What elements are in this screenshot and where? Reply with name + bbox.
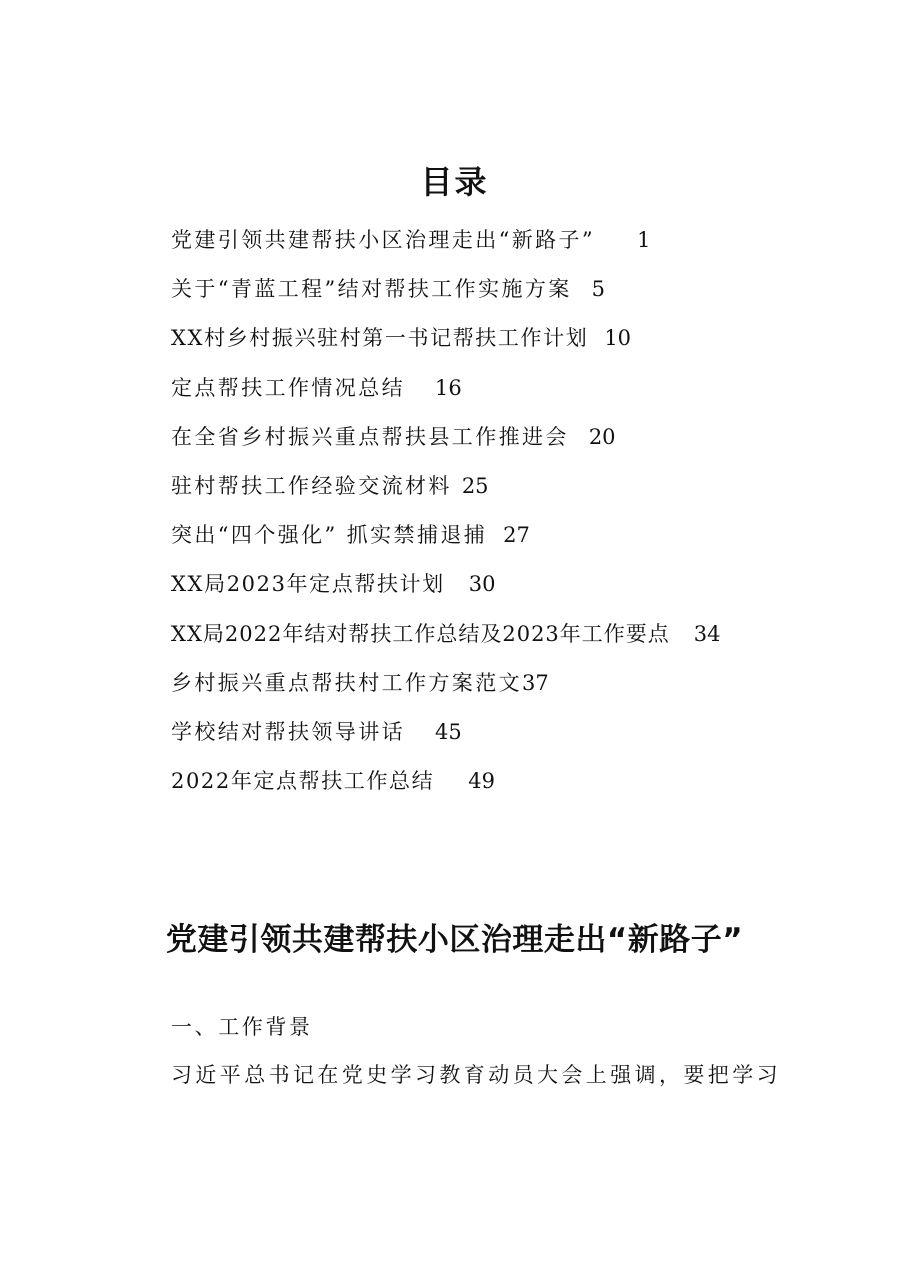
toc-item[interactable]: [171, 272, 811, 321]
toc-item-page: 34: [693, 621, 721, 646]
article-title: 党建引领共建帮扶小区治理走出“新路子”: [165, 922, 744, 958]
toc-item-label: 驻村帮扶工作经验交流材料: [171, 473, 452, 498]
toc-item-page: 30: [468, 572, 496, 597]
toc-item[interactable]: [171, 666, 811, 715]
toc-item-label: 在全省乡村振兴重点帮扶县工作推进会: [171, 424, 569, 449]
toc-item-label: 定点帮扶工作情况总结: [171, 375, 405, 400]
toc-item-page: 5: [591, 277, 606, 302]
toc-item-label: 学校结对帮扶领导讲话: [171, 719, 405, 744]
toc-list: [171, 223, 811, 813]
toc-item[interactable]: [171, 764, 811, 813]
toc-item-page: 27: [503, 523, 530, 548]
toc-item[interactable]: [171, 223, 811, 272]
toc-item[interactable]: [171, 715, 811, 764]
toc-item-label: 突出“四个强化” 抓实禁捕退捕: [171, 523, 488, 548]
toc-item[interactable]: [171, 518, 811, 567]
toc-item-label: 乡村振兴重点帮扶村工作方案范文: [171, 670, 522, 695]
toc-item[interactable]: [171, 617, 811, 666]
toc-item[interactable]: [171, 420, 811, 469]
toc-item-page: 16: [435, 375, 462, 400]
toc-item-page: 25: [461, 473, 489, 498]
toc-item-page: 37: [522, 670, 549, 695]
toc-item-page: 49: [468, 769, 495, 794]
toc-item[interactable]: [171, 567, 811, 616]
toc-item[interactable]: [171, 321, 811, 370]
section-heading: 一、工作背景: [171, 1015, 313, 1039]
toc-item-page: 10: [604, 326, 632, 351]
toc-item-label: 党建引领共建帮扶小区治理走出“新路子”: [171, 228, 596, 252]
toc-item-label: XX村乡村振兴驻村第一书记帮扶工作计划: [171, 326, 589, 351]
body-paragraph: 习近平总书记在党史学习教育动员大会上强调，要把学习: [171, 1063, 781, 1087]
toc-item[interactable]: [171, 371, 811, 420]
toc-item-page: 1: [637, 228, 651, 252]
toc-item-label: 2022年定点帮扶工作总结: [171, 769, 435, 794]
toc-item-label: XX局2022年结对帮扶工作总结及2023年工作要点: [171, 621, 670, 646]
toc-item-page: 20: [588, 424, 616, 449]
toc-item[interactable]: [171, 469, 811, 518]
toc-title: 目录: [420, 163, 489, 201]
toc-item-label: 关于“青蓝工程”结对帮扶工作实施方案: [171, 277, 572, 302]
toc-item-page: 45: [435, 719, 462, 744]
toc-item-label: XX局2023年定点帮扶计划: [171, 572, 445, 597]
